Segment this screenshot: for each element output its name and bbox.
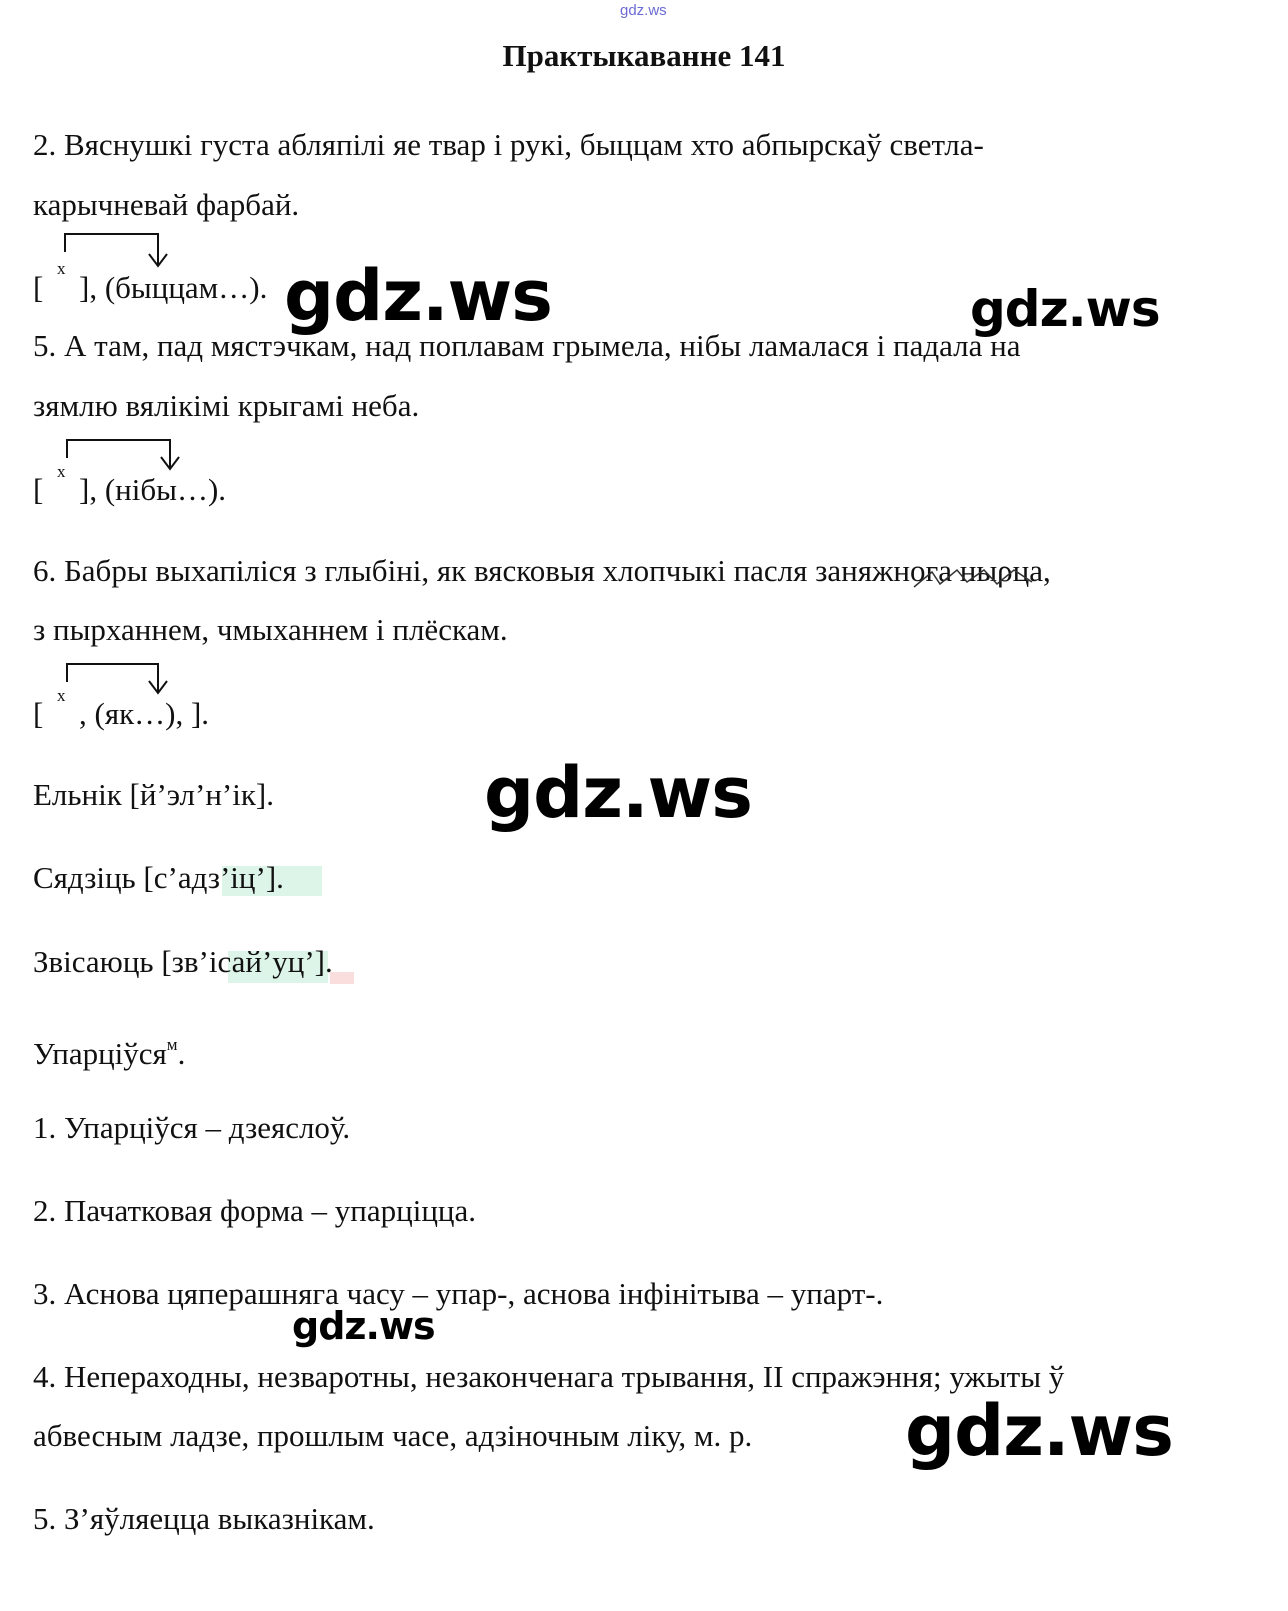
analysed-word-text: Упарціўся xyxy=(33,1036,167,1071)
analysis-item-5: 5. З’яўляецца выказнікам. xyxy=(33,1501,375,1536)
scheme-6-clause: , (як…), ]. xyxy=(79,696,210,731)
sentence-6-line-1: 6. Бабры выхапіліся з глыбіні, як вясковыя хлопчыкі пасля заняжнога ныρца, xyxy=(33,553,1051,588)
page-title: Практыкаванне 141 xyxy=(502,38,786,73)
watermark-logo: gdz.ws xyxy=(292,1304,435,1348)
scheme-2-clause: ], (быццам…). xyxy=(79,270,268,305)
analysis-item-1: 1. Упарціўся – дзеяслоў. xyxy=(33,1110,351,1145)
watermark-logo: gdz.ws xyxy=(484,752,752,834)
sentence-2-line-1: 2. Вяснушкі густа абляпілі яе твар і рукі, быццам хто абпырскаў светла- xyxy=(33,127,984,162)
highlight-stroke-3 xyxy=(330,972,354,984)
scheme-6-bracket: [ xyxy=(33,696,44,731)
top-watermark: gdz.ws xyxy=(620,2,667,19)
sentence-5-line-2: зямлю вялікімі крыгамі неба. xyxy=(33,388,420,423)
analysed-word xyxy=(33,1027,185,1072)
analysis-item-4-cont: абвесным ладзе, прошлым часе, адзіночным ліку, м. р. xyxy=(33,1418,753,1453)
analysed-word-mark: м xyxy=(166,1035,178,1054)
scheme-5-bracket: [ xyxy=(33,472,44,507)
sentence-5-line-1: 5. А там, пад мястэчкам, над поплавам грымела, нібы ламалася і падала на xyxy=(33,328,1021,363)
analysis-item-2: 2. Пачатковая форма – упарціцца. xyxy=(33,1193,477,1228)
phonetic-2: Сядзіць [с’адз’іц’]. xyxy=(33,860,284,895)
phonetic-1: Ельнік [й’эл’н’ік]. xyxy=(33,777,274,812)
scheme-6-x: x xyxy=(57,686,66,705)
sentence-6-line-2: з пырханнем, чмыханнем і плёскам. xyxy=(33,612,508,647)
strikethrough-mark xyxy=(912,562,1042,592)
watermark-logo: gdz.ws xyxy=(905,1390,1173,1472)
analysis-item-4: 4. Непераходны, незваротны, незаконченага трывання, II спражэння; ужыты ў xyxy=(33,1359,1065,1394)
scheme-5-clause: ], (нібы…). xyxy=(79,472,227,507)
scheme-5-x: x xyxy=(57,462,66,481)
phonetic-3: Звісаюць [зв’ісай’уц’]. xyxy=(33,944,333,979)
watermark-logo: gdz.ws xyxy=(970,280,1160,338)
analysed-word-end: . xyxy=(177,1036,186,1071)
analysis-item-3: 3. Аснова цяперашняга часу – упар-, аснова інфінітыва – упарт-. xyxy=(33,1276,884,1311)
scheme-2-bracket: [ xyxy=(33,270,44,305)
sentence-2-line-2: карычневай фарбай. xyxy=(33,187,300,222)
watermark-logo: gdz.ws xyxy=(284,255,552,337)
scheme-2-x: x xyxy=(57,259,66,278)
